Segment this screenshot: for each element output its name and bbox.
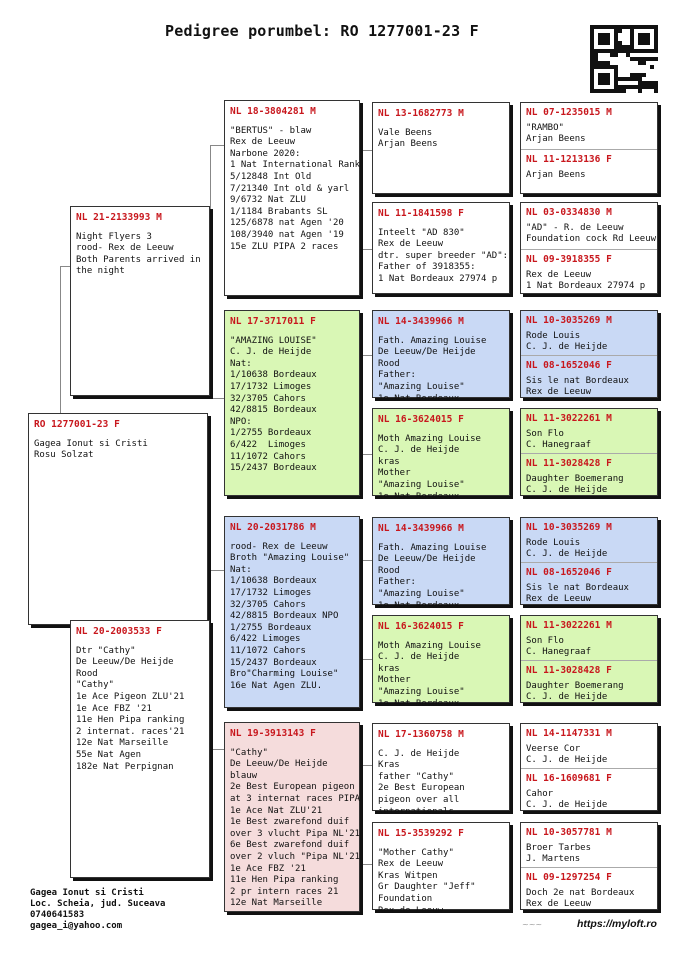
gen3-line: Rex de Leeuw: [378, 239, 444, 250]
gen4-line: Son Flo: [526, 428, 564, 439]
gen2-line: "Cathy": [230, 747, 268, 758]
gen2-line: 1/2755 Bordeaux: [230, 622, 312, 633]
gen2-line: 15/2437 Bordeaux: [230, 657, 317, 668]
gen2-line: 6/422 Limoges: [230, 439, 306, 450]
gen4-ring: NL 10-3035269 M: [526, 522, 612, 533]
gen4-ring: NL 11-3028428 F: [526, 458, 612, 469]
gen4-line: C. J. de Heijde: [526, 800, 608, 811]
gen3-line: Mother: [378, 675, 411, 686]
gen3-ring: NL 14-3439966 M: [378, 316, 464, 327]
gen3-line: Fath. Amazing Louise: [378, 542, 487, 553]
owner-phone: 0740641583: [30, 910, 85, 920]
gen4-line: Sis le nat Bordeaux: [526, 582, 629, 593]
gen4-line: C. J. de Heijde: [526, 549, 608, 560]
gen2-line: Nat:: [230, 564, 252, 575]
gen2-line: 16e Nat Agen ZLU.: [230, 680, 323, 691]
gen2-ring: NL 18-3804281 M: [230, 106, 316, 117]
gen3-line: C. J. de Heijde: [378, 748, 460, 759]
gen4-card: [520, 202, 658, 294]
gen3-line: "Amazing Louise": [378, 479, 465, 490]
gen3-line: "Amazing Louise": [378, 588, 465, 599]
gen3-ring: NL 16-3624015 F: [378, 414, 464, 425]
gen3-line: Father:: [378, 577, 416, 588]
gen3-ring: NL 11-1841598 F: [378, 208, 464, 219]
gen4-line: Sis le nat Bordeaux: [526, 375, 629, 386]
gen3-ring: NL 15-3539292 F: [378, 828, 464, 839]
dam-line: 1e Ace FBZ '21: [76, 703, 152, 714]
gen3-line: 2e Best European: [378, 783, 465, 794]
connector: [362, 765, 372, 865]
dam-line: 12e Nat Marseille: [76, 738, 169, 749]
gen4-line: "RAMBO": [526, 122, 564, 133]
dam-line: 2 internat. races'21: [76, 726, 185, 737]
gen3-line: 1e Nat Bordeaux: [378, 491, 460, 502]
gen3-line: C. J. de Heijde: [378, 445, 460, 456]
gen2-line: 11/1072 Cahors: [230, 645, 306, 656]
gen4-ring: NL 11-3028428 F: [526, 665, 612, 676]
gen2-line: 32/3705 Cahors: [230, 599, 306, 610]
website-link[interactable]: https://myloft.ro: [577, 918, 657, 930]
gen4-line: Veerse Cor: [526, 743, 581, 754]
gen3-line: Arjan Beens: [378, 139, 438, 150]
gen4-line: C. J. de Heijde: [526, 485, 608, 496]
gen4-line: J. Martens: [526, 854, 581, 865]
gen4-ring: NL 07-1235015 M: [526, 107, 612, 118]
gen4-line: Broer Tarbes: [526, 842, 592, 853]
gen4-line: Rex de Leeuw: [526, 269, 592, 280]
subject-ring: RO 1277001-23 F: [34, 419, 120, 430]
gen4-ring: NL 10-3057781 M: [526, 827, 612, 838]
subject-line: Rosu Solzat: [34, 450, 94, 461]
gen3-line: De Leeuw/De Heijde: [378, 554, 476, 565]
gen3-line: Father of 3918355:: [378, 262, 476, 273]
connector: [210, 570, 224, 750]
gen2-line: 9/6732 Nat ZLU: [230, 195, 306, 206]
gen3-card: [372, 517, 510, 611]
dam-line: 182e Nat Perpignan: [76, 761, 174, 772]
gen2-card-sd: [224, 310, 360, 496]
gen3-line: De Leeuw/De Heijde: [378, 347, 476, 358]
gen3-line: Rex de Leeuw: [378, 905, 444, 916]
gen3-line: Inteelt "AD 830": [378, 227, 465, 238]
gen4-line: "AD" - R. de Leeuw: [526, 222, 624, 233]
gen4-ring: NL 09-3918355 F: [526, 254, 612, 265]
gen4-line: Rex de Leeuw: [526, 387, 592, 398]
gen4-ring: NL 11-3022261 M: [526, 413, 612, 424]
dam-card: [70, 620, 210, 878]
sire-card: [70, 206, 210, 396]
gen3-card: [372, 408, 510, 502]
subject-line: Gagea Ionut si Cristi: [34, 438, 148, 449]
dam-line: 11e Hen Pipa ranking: [76, 715, 185, 726]
gen2-line: C. J. de Heijde: [230, 347, 312, 358]
gen3-line: "Amazing Louise": [378, 381, 465, 392]
sire-line: Night Flyers 3: [76, 231, 152, 242]
gen3-line: Gr Daughter "Jeff": [378, 882, 476, 893]
qr-code-icon: [590, 25, 658, 93]
gen3-line: Vale Beens: [378, 127, 433, 138]
gen3-line: Mother: [378, 468, 411, 479]
gen4-line: Cahor: [526, 788, 554, 799]
gen2-line: 1 Nat International Rank: [230, 160, 361, 171]
gen3-line: C. J. de Heijde: [378, 652, 460, 663]
gen3-card: [372, 615, 510, 709]
gen2-line: 12e Nat Marseille: [230, 898, 323, 909]
gen4-ring: NL 11-1213136 F: [526, 154, 612, 165]
gen4-line: C. J. de Heijde: [526, 692, 608, 703]
gen2-line: 2 pr intern races 21: [230, 886, 339, 897]
dam-line: 1e Ace Pigeon ZLU'21: [76, 691, 185, 702]
gen3-line: 1e Nat Bordeaux: [378, 393, 460, 404]
gen4-card: [520, 310, 658, 398]
gen2-card-dd: [224, 722, 360, 912]
gen4-line: Son Flo: [526, 635, 564, 646]
dam-ring: NL 20-2003533 F: [76, 626, 162, 637]
gen4-line: Daughter Boemerang: [526, 680, 624, 691]
gen4-line: Arjan Beens: [526, 134, 586, 145]
gen3-line: kras: [378, 456, 400, 467]
gen3-line: kras: [378, 663, 400, 674]
gen3-card: [372, 102, 510, 194]
gen2-line: at 3 internat races PIPA: [230, 793, 361, 804]
gen4-ring: NL 11-3022261 M: [526, 620, 612, 631]
gen3-ring: NL 13-1682773 M: [378, 108, 464, 119]
page-title: Pedigree porumbel: RO 1277001-23 F: [165, 22, 479, 40]
gen2-line: 7/21340 Int old & yarl: [230, 183, 350, 194]
gen4-card: [520, 822, 658, 910]
gen3-line: Father:: [378, 370, 416, 381]
gen4-ring: NL 14-1147331 M: [526, 728, 612, 739]
gen4-line: Arjan Beens: [526, 169, 586, 180]
gen2-line: De Leeuw/De Heijde: [230, 759, 328, 770]
gen4-line: 1 Nat Bordeaux 27974 p: [526, 281, 646, 292]
gen3-line: Fath. Amazing Louise: [378, 335, 487, 346]
gen2-card-ds: [224, 516, 360, 708]
gen3-card: [372, 822, 510, 916]
gen4-ring: NL 08-1652046 F: [526, 567, 612, 578]
gen2-line: 1/1184 Brabants SL: [230, 206, 328, 217]
gen2-ring: NL 17-3717011 F: [230, 316, 316, 327]
gen3-line: Moth Amazing Louise: [378, 640, 481, 651]
gen3-card: [372, 310, 510, 404]
gen2-line: 15/2437 Bordeaux: [230, 463, 317, 474]
gen4-card: [520, 615, 658, 703]
gen3-line: dtr. super breeder "AD":: [378, 250, 509, 261]
owner-email[interactable]: gagea_i@yahoo.com: [30, 921, 123, 931]
gen4-ring: NL 09-1297254 F: [526, 872, 612, 883]
gen2-line: "AMAZING LOUISE": [230, 335, 317, 346]
gen2-line: 42/8815 Bordeaux NPO: [230, 611, 339, 622]
gen2-line: Nat:: [230, 358, 252, 369]
gen4-card: [520, 102, 658, 194]
gen4-line: C. J. de Heijde: [526, 755, 608, 766]
gen3-line: internationals: [378, 806, 454, 817]
gen3-line: Rood: [378, 565, 400, 576]
gen4-line: Rex de Leeuw: [526, 594, 592, 605]
gen2-line: 125/6878 nat Agen '20: [230, 218, 344, 229]
dam-line: "Cathy": [76, 680, 114, 691]
sire-line: Both Parents arrived in: [76, 254, 201, 265]
gen3-line: 1e Nat Bordeaux: [378, 698, 460, 709]
connector: [210, 145, 224, 399]
gen2-line: Broth "Amazing Louise": [230, 553, 350, 564]
gen2-line: NPO:: [230, 416, 252, 427]
gen2-line: 5/12848 Int Old: [230, 171, 312, 182]
gen4-line: Rode Louis: [526, 330, 581, 341]
gen2-line: 6e Best zwarefond duif: [230, 840, 350, 851]
gen2-line: 15e ZLU PIPA 2 races: [230, 241, 339, 252]
gen3-card: [372, 723, 510, 817]
sire-line: rood- Rex de Leeuw: [76, 243, 174, 254]
owner-contact: [30, 888, 165, 932]
gen2-line: 32/3705 Cahors: [230, 393, 306, 404]
gen2-line: 1/2755 Bordeaux: [230, 428, 312, 439]
gen3-line: Rex de Leeuw: [378, 859, 444, 870]
connector: [362, 150, 372, 250]
gen4-ring: NL 08-1652046 F: [526, 360, 612, 371]
owner-name: Gagea Ionut si Cristi: [30, 888, 144, 898]
gen3-line: "Amazing Louise": [378, 686, 465, 697]
connector: [362, 355, 372, 455]
gen3-line: Foundation: [378, 893, 433, 904]
gen2-line: 1e Best zwarefond duif: [230, 817, 350, 828]
gen2-line: rood- Rex de Leeuw: [230, 541, 328, 552]
gen3-line: Kras Witpen: [378, 870, 438, 881]
gen4-card: [520, 408, 658, 496]
gen4-ring: NL 10-3035269 M: [526, 315, 612, 326]
gen4-line: Rex de Leeuw: [526, 899, 592, 910]
gen2-line: over 3 vlucht Pipa NL'21: [230, 828, 361, 839]
gen2-line: 6/422 Limoges: [230, 634, 301, 645]
owner-address: Loc. Scheia, jud. Suceava: [30, 899, 166, 909]
gen4-line: Doch 2e nat Bordeaux: [526, 887, 635, 898]
gen3-line: "Mother Cathy": [378, 847, 454, 858]
gen2-line: 42/8815 Bordeaux: [230, 405, 317, 416]
gen2-line: 2e Best European pigeon: [230, 782, 355, 793]
gen2-ring: NL 19-3913143 F: [230, 728, 316, 739]
signature-icon: ~~~: [522, 920, 543, 929]
gen3-ring: NL 14-3439966 M: [378, 523, 464, 534]
gen2-line: Narbone 2020:: [230, 148, 301, 159]
gen2-line: 11e Hen Pipa ranking: [230, 875, 339, 886]
sire-line: the night: [76, 266, 125, 277]
gen2-line: 1e Ace Nat ZLU'21: [230, 805, 323, 816]
gen3-line: Rood: [378, 358, 400, 369]
gen4-ring: NL 03-0334830 M: [526, 207, 612, 218]
gen3-line: 1 Nat Bordeaux 27974 p: [378, 273, 498, 284]
gen4-line: Foundation cock Rd Leeuw: [526, 234, 657, 245]
gen4-card: [520, 517, 658, 605]
gen2-card-ss: [224, 100, 360, 296]
gen4-ring: NL 16-1609681 F: [526, 773, 612, 784]
gen2-line: "BERTUS" - blaw: [230, 125, 312, 136]
dam-line: 55e Nat Agen: [76, 749, 142, 760]
gen2-line: 1e Ace FBZ '21: [230, 863, 306, 874]
gen2-line: 17/1732 Limoges: [230, 587, 312, 598]
gen2-line: blauw: [230, 770, 258, 781]
gen4-line: C. Hanegraaf: [526, 647, 592, 658]
gen2-ring: NL 20-2031786 M: [230, 522, 316, 533]
gen2-line: Bro"Charming Louise": [230, 669, 339, 680]
gen3-line: father "Cathy": [378, 771, 454, 782]
gen2-line: Rex de Leeuw: [230, 137, 296, 148]
gen2-line: 17/1732 Limoges: [230, 381, 312, 392]
gen2-line: 1/10638 Bordeaux: [230, 370, 317, 381]
gen3-line: Kras: [378, 760, 400, 771]
gen3-ring: NL 16-3624015 F: [378, 621, 464, 632]
gen4-line: C. J. de Heijde: [526, 342, 608, 353]
gen3-card: [372, 202, 510, 294]
gen3-line: pigeon over all: [378, 794, 460, 805]
gen4-line: C. Hanegraaf: [526, 440, 592, 451]
dam-line: Rood: [76, 668, 98, 679]
connector: [362, 560, 372, 660]
gen2-line: over 2 vluch "Pipa NL'21: [230, 851, 361, 862]
dam-line: Dtr "Cathy": [76, 645, 136, 656]
subject-card: [28, 413, 208, 625]
gen4-card: [520, 723, 658, 811]
gen2-line: 1/10638 Bordeaux: [230, 576, 317, 587]
gen3-ring: NL 17-1360758 M: [378, 729, 464, 740]
gen2-line: 108/3940 nat Agen '19: [230, 229, 344, 240]
gen4-line: Rode Louis: [526, 537, 581, 548]
gen2-line: 11/1072 Cahors: [230, 451, 306, 462]
dam-line: De Leeuw/De Heijde: [76, 657, 174, 668]
gen4-line: Daughter Boemerang: [526, 473, 624, 484]
gen3-line: Moth Amazing Louise: [378, 433, 481, 444]
gen3-line: 1e Nat Bordeaux: [378, 600, 460, 611]
sire-ring: NL 21-2133993 M: [76, 212, 162, 223]
